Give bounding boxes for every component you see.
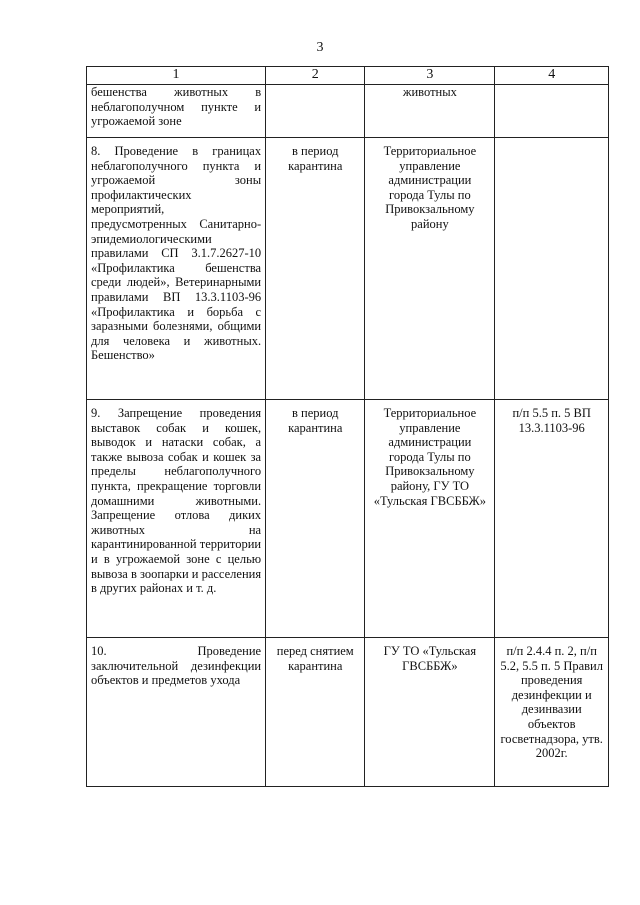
period-cell: в период карантина — [266, 400, 365, 638]
measures-table — [86, 66, 609, 787]
responsible-cell: Территориальное управление администрации города Тулы по Привокзальному району, ГУ ТО «Тульская ГВСББЖ» — [365, 400, 495, 638]
header-row — [87, 67, 609, 85]
basis-cell — [495, 85, 609, 138]
responsible-cell: животных — [365, 85, 495, 138]
table-row — [87, 138, 609, 400]
measure-cell: 9. Запрещение проведения выставок собак и кошек, выводок и натаски собак, а также вывоза собак и кошек за пределы неблагополучного пункта, прекращение торговли домашними животными. Запрещение отлова диких животных на карантинированной территории и в угрожаемой зоне с целью вывоза в зоопарки и расселения в других районах и т. д. — [87, 400, 266, 638]
basis-cell: п/п 2.4.4 п. 2, п/п 5.2, 5.5 п. 5 Правил проведения дезинфекции и дезинвазии объектов госветнадзора, утв. 2002г. — [495, 638, 609, 787]
measure-cell: бешенства животных в неблагополучном пункте и угрожаемой зоне — [87, 85, 266, 138]
measure-cell: 10. Проведение заключительной дезинфекции объектов и предметов ухода — [87, 638, 266, 787]
period-cell: перед снятием карантина — [266, 638, 365, 787]
column-header-1: 1 — [87, 67, 266, 85]
page-number: 3 — [316, 40, 324, 55]
table-row — [87, 638, 609, 787]
column-header-2: 2 — [266, 67, 365, 85]
table-row — [87, 85, 609, 138]
responsible-cell: Территориальное управление администрации города Тулы по Привокзальному району — [365, 138, 495, 400]
column-header-4: 4 — [495, 67, 609, 85]
period-cell: в период карантина — [266, 138, 365, 400]
basis-cell — [495, 138, 609, 400]
measure-cell: 8. Проведение в границах неблагополучного пункта и угрожаемой зоны профилактических мероприятий, предусмотренных Санитарно-эпидемиологическими правилами СП 3.1.7.2627-10 «Профилактика бешенства среди людей», Ветеринарными правилами ВП 13.3.1103-96 «Профилактика и борьба с заразными болезнями, общими для человека и животных. Бешенство» — [87, 138, 266, 400]
period-cell — [266, 85, 365, 138]
responsible-cell: ГУ ТО «Тульская ГВСББЖ» — [365, 638, 495, 787]
column-header-3: 3 — [365, 67, 495, 85]
table-row — [87, 400, 609, 638]
basis-cell: п/п 5.5 п. 5 ВП 13.3.1103-96 — [495, 400, 609, 638]
